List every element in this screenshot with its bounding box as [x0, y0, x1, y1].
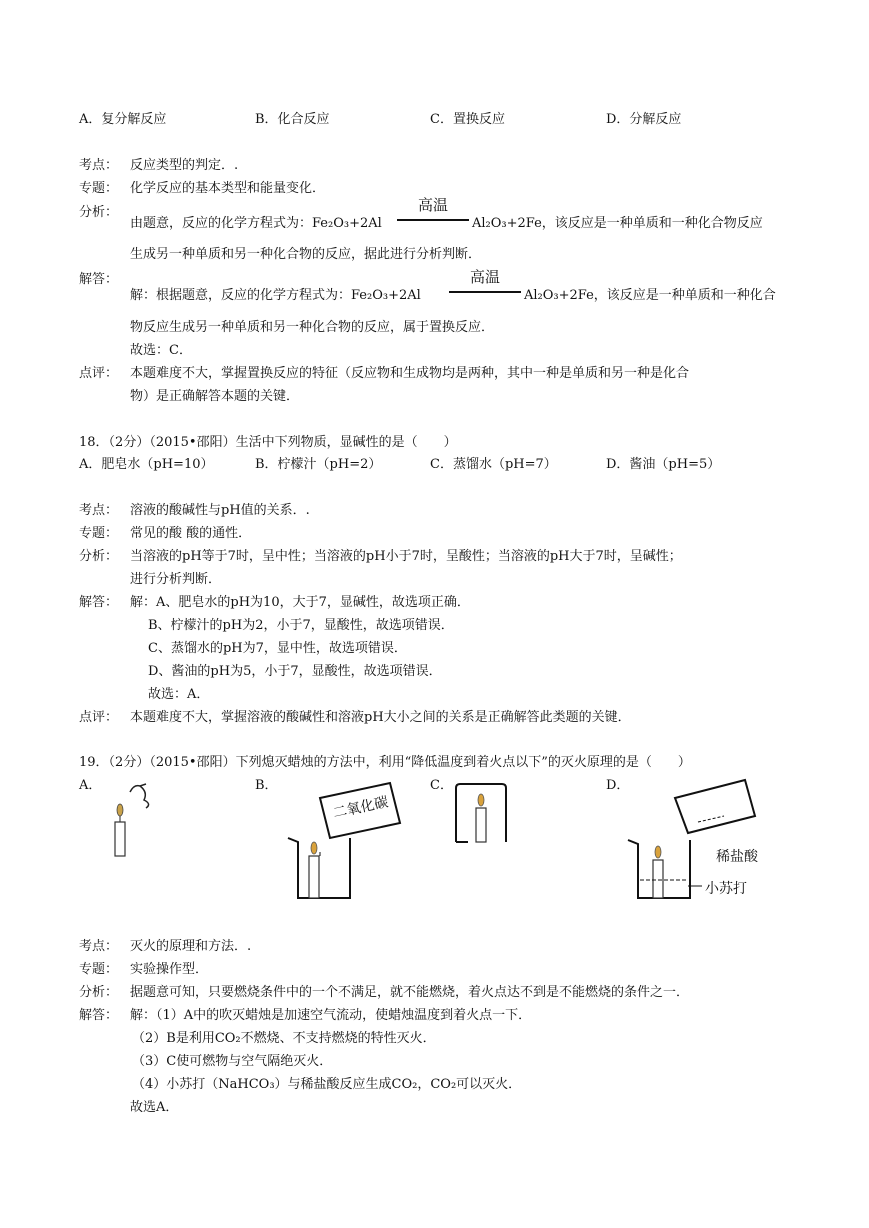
q19-option-c-letter: C．: [430, 778, 453, 793]
q19-kaodian-text: 灭火的原理和方法．.: [130, 939, 252, 954]
jieda-equation-post: Al₂O₃+2Fe，该反应是一种单质和一种化合: [524, 288, 776, 303]
zhuanti-label: 专题：: [79, 181, 119, 196]
question-18-stem: 18．（2分）（2015•邵阳）生活中下列物质，显碱性的是（ ）: [79, 435, 457, 450]
option-d: D．分解反应: [606, 112, 682, 127]
figure-b-label: 二氧化碳: [331, 794, 390, 822]
question-19-stem: 19．（2分）（2015•邵阳）下列熄灭蜡烛的方法中，利用“降低温度到着火点以下”的灭火原理的是（ ）: [79, 755, 691, 770]
q18-option-c: C．蒸馏水（pH=7）: [430, 457, 557, 472]
jieda-equation-pre: 解：根据题意，反应的化学方程式为：Fe₂O₃+2Al: [130, 288, 421, 303]
candle-blowing-figure: [100, 780, 170, 860]
equation-line: [397, 219, 469, 221]
q19-kaodian-label: 考点：: [79, 939, 119, 954]
co2-pouring-figure: [280, 778, 420, 903]
q18-fenxi-label: 分析：: [79, 549, 119, 564]
covered-candle-figure: [450, 780, 510, 850]
figure-d-label-acid: 稀盐酸: [716, 849, 758, 865]
q18-jieda-label: 解答：: [79, 595, 119, 610]
q18-dianping-label: 点评：: [79, 710, 119, 725]
q19-jieda-label: 解答：: [79, 1008, 119, 1023]
option-b: B．化合反应: [255, 112, 330, 127]
fenxi-equation-post: Al₂O₃+2Fe，该反应是一种单质和一种化合物反应: [472, 216, 763, 231]
equation-line-2: [449, 291, 521, 293]
q18-zhuanti-text: 常见的酸 酸的通性．: [130, 526, 252, 541]
q18-jieda-line: C、蒸馏水的pH为7，显中性，故选项错误．: [148, 641, 407, 656]
q18-kaodian-label: 考点：: [79, 503, 119, 518]
q18-jieda-line: 解：A、肥皂水的pH为10，大于7，显碱性，故选项正确．: [130, 595, 470, 610]
q19-jieda-line: 故选A．: [130, 1100, 179, 1115]
jieda-label: 解答：: [79, 272, 119, 287]
q19-jieda-line: （2）B是利用CO₂不燃烧、不支持燃烧的特性灭火．: [132, 1031, 436, 1046]
q18-fenxi-line2: 进行分析判断．: [130, 572, 222, 587]
q19-option-b-letter: B．: [255, 778, 278, 793]
q19-jieda-line: 解：（1）A中的吹灭蜡烛是加速空气流动，使蜡烛温度到着火点一下．: [130, 1008, 532, 1023]
option-a: A．复分解反应: [79, 112, 167, 127]
q18-jieda-line: D、酱油的pH为5，小于7，显酸性，故选项错误．: [148, 664, 442, 679]
dianping-line1: 本题难度不大，掌握置换反应的特征（反应物和生成物均是两种，其中一种是单质和另一种是化合: [130, 366, 690, 381]
q18-option-a: A．肥皂水（pH=10）: [79, 457, 214, 472]
q19-jieda-line: （4）小苏打（NaHCO₃）与稀盐酸反应生成CO₂，CO₂可以灭火．: [132, 1077, 522, 1092]
q18-option-d: D．酱油（pH=5）: [606, 457, 721, 472]
dianping-label: 点评：: [79, 366, 119, 381]
jieda-text-line3: 故选：C．: [130, 343, 192, 358]
reaction-condition-2: 高温: [469, 268, 500, 286]
q19-jieda-line: （3）C使可燃物与空气隔绝灭火．: [132, 1054, 333, 1069]
zhuanti-text: 化学反应的基本类型和能量变化．: [130, 181, 326, 196]
q18-jieda-line: 故选：A．: [148, 687, 210, 702]
q19-fenxi-text: 据题意可知，只要燃烧条件中的一个不满足，就不能燃烧，着火点达不到是不能燃烧的条件之一．: [130, 985, 690, 1000]
q18-kaodian-text: 溶液的酸碱性与pH值的关系．.: [130, 503, 310, 518]
kaodian-text: 反应类型的判定．.: [130, 158, 239, 173]
fenxi-label: 分析：: [79, 205, 119, 220]
q18-option-b: B．柠檬汁（pH=2）: [255, 457, 382, 472]
kaodian-label: 考点：: [79, 158, 119, 173]
acid-soda-figure: [620, 778, 770, 903]
option-c: C．置换反应: [430, 112, 505, 127]
fenxi-equation-pre: 由题意，反应的化学方程式为：Fe₂O₃+2Al: [130, 216, 382, 231]
q19-fenxi-label: 分析：: [79, 985, 119, 1000]
q18-dianping-text: 本题难度不大，掌握溶液的酸碱性和溶液pH大小之间的关系是正确解答此类题的关键．: [130, 710, 631, 725]
figure-d-label-soda: 小苏打: [705, 881, 747, 897]
q19-option-d-letter: D．: [606, 778, 630, 793]
q19-zhuanti-label: 专题：: [79, 962, 119, 977]
q18-fenxi-line1: 当溶液的pH等于7时，呈中性；当溶液的pH小于7时，呈酸性；当溶液的pH大于7时，呈碱性；: [130, 549, 682, 564]
fenxi-text-line2: 生成另一种单质和另一种化合物的反应，据此进行分析判断．: [130, 247, 482, 262]
q18-zhuanti-label: 专题：: [79, 526, 119, 541]
q19-option-a-letter: A．: [79, 778, 102, 793]
q18-jieda-line: B、柠檬汁的pH为2，小于7，显酸性，故选项错误．: [148, 618, 454, 633]
jieda-text-line2: 物反应生成另一种单质和另一种化合物的反应，属于置换反应．: [130, 320, 495, 335]
dianping-line2: 物）是正确解答本题的关键．: [130, 389, 300, 404]
q19-zhuanti-text: 实验操作型．: [130, 962, 209, 977]
reaction-condition: 高温: [417, 196, 448, 214]
